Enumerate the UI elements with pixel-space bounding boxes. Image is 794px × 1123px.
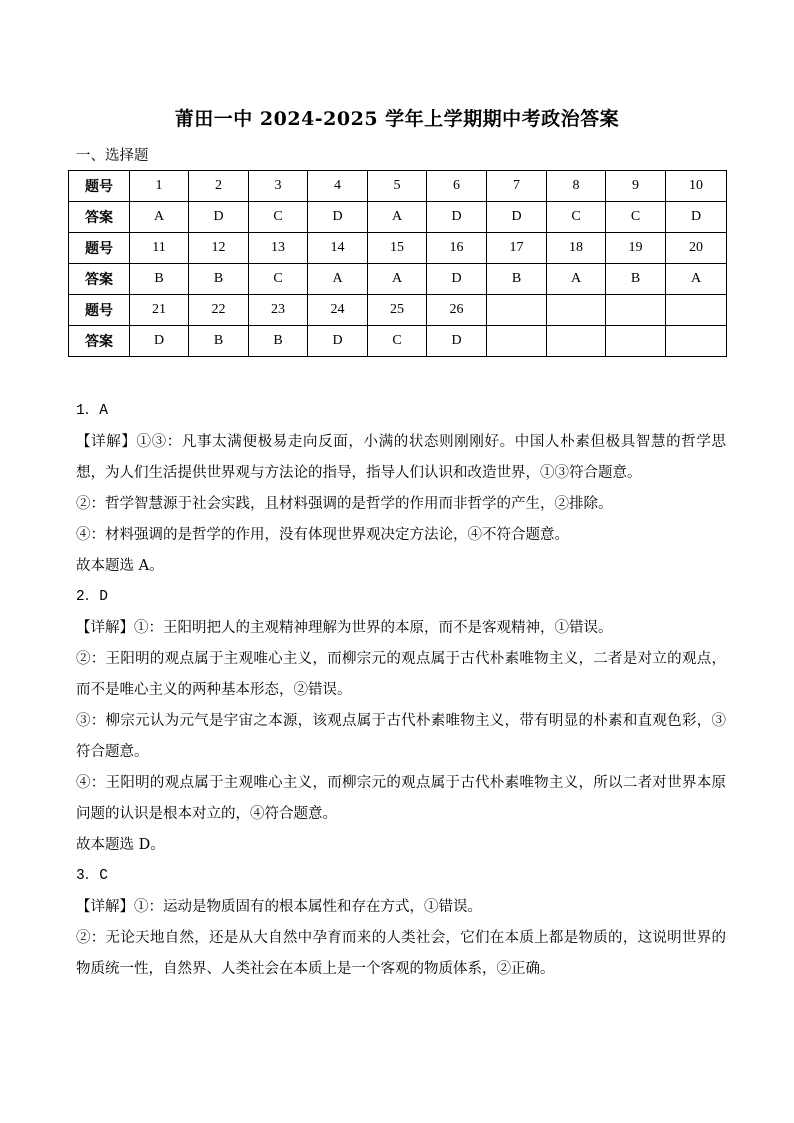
table-cell: 10 [666, 171, 727, 202]
table-cell: 17 [487, 233, 547, 264]
table-cell [487, 326, 547, 357]
table-cell: 20 [666, 233, 727, 264]
table-cell: D [427, 264, 487, 295]
answer-table [68, 170, 727, 357]
row-label: 题号 [69, 233, 130, 264]
table-cell: 21 [130, 295, 189, 326]
table-cell: D [308, 202, 368, 233]
table-cell: 8 [547, 171, 606, 202]
table-cell: 19 [606, 233, 666, 264]
table-row [69, 171, 727, 202]
table-cell: 18 [547, 233, 606, 264]
table-cell [606, 295, 666, 326]
table-cell: B [606, 264, 666, 295]
table-cell: B [189, 264, 249, 295]
table-cell: D [427, 326, 487, 357]
question-heading: 1．A [76, 403, 108, 419]
explanation-paragraph: ②：王阳明的观点属于主观唯心主义，而柳宗元的观点属于古代朴素唯物主义，二者是对立的观点，而不是唯心主义的两种基本形态，②错误。 [76, 651, 726, 698]
row-label: 题号 [69, 171, 130, 202]
table-cell: C [606, 202, 666, 233]
table-cell: D [487, 202, 547, 233]
table-row [69, 264, 727, 295]
explanation-paragraph: 【详解】①③：凡事太满便极易走向反面，小满的状态则刚刚好。中国人朴素但极具智慧的哲学思想，为人们生活提供世界观与方法论的指导，指导人们认识和改造世界，①③符合题意。 [76, 434, 726, 481]
explanation-paragraph: 【详解】①：王阳明把人的主观精神理解为世界的本原，而不是客观精神，①错误。 [76, 620, 613, 636]
table-cell: 2 [189, 171, 249, 202]
table-cell: A [547, 264, 606, 295]
table-cell [666, 295, 727, 326]
table-row [69, 202, 727, 233]
table-cell: D [308, 326, 368, 357]
table-cell: 7 [487, 171, 547, 202]
table-cell [666, 326, 727, 357]
table-cell: C [249, 264, 308, 295]
row-label: 答案 [69, 202, 130, 233]
table-cell: A [130, 202, 189, 233]
table-cell: B [189, 326, 249, 357]
table-cell: 25 [368, 295, 427, 326]
table-cell: 13 [249, 233, 308, 264]
table-cell: A [666, 264, 727, 295]
explanation-paragraph: 【详解】①：运动是物质固有的根本属性和存在方式，①错误。 [76, 899, 482, 915]
table-cell: C [368, 326, 427, 357]
table-cell: 23 [249, 295, 308, 326]
document-title: 莆田一中 2024-2025 学年上学期期中考政治答案 [174, 108, 620, 130]
table-row [69, 326, 727, 357]
table-cell: A [368, 202, 427, 233]
table-cell [606, 326, 666, 357]
row-label: 答案 [69, 326, 130, 357]
explanation-paragraph: ④：材料强调的是哲学的作用，没有体现世界观决定方法论，④不符合题意。 [76, 527, 569, 543]
table-cell: 3 [249, 171, 308, 202]
table-cell: 6 [427, 171, 487, 202]
table-cell: D [427, 202, 487, 233]
table-row [69, 295, 727, 326]
table-cell: 4 [308, 171, 368, 202]
table-cell: B [249, 326, 308, 357]
question-heading: 2．D [76, 589, 108, 605]
question-heading: 3．C [76, 868, 108, 884]
table-cell: 12 [189, 233, 249, 264]
table-cell: 26 [427, 295, 487, 326]
table-cell: B [130, 264, 189, 295]
row-label: 答案 [69, 264, 130, 295]
table-cell [547, 326, 606, 357]
table-cell: A [368, 264, 427, 295]
explanation-paragraph: 故本题选 D。 [76, 837, 165, 853]
table-cell: C [249, 202, 308, 233]
explanation-paragraph: 故本题选 A。 [76, 558, 164, 574]
table-row [69, 233, 727, 264]
table-cell: 11 [130, 233, 189, 264]
row-label: 题号 [69, 295, 130, 326]
table-cell: D [666, 202, 727, 233]
answer-table-body [69, 171, 727, 357]
table-cell: 14 [308, 233, 368, 264]
table-cell: A [308, 264, 368, 295]
table-cell: 16 [427, 233, 487, 264]
table-cell: 22 [189, 295, 249, 326]
table-cell: B [487, 264, 547, 295]
explanation-paragraph: ④：王阳明的观点属于主观唯心主义，而柳宗元的观点属于古代朴素唯物主义，所以二者对世界本原问题的认识是根本对立的，④符合题意。 [76, 775, 726, 822]
explanations [76, 396, 726, 985]
table-cell: 9 [606, 171, 666, 202]
table-cell: 15 [368, 233, 427, 264]
explanation-paragraph: ②：哲学智慧源于社会实践，且材料强调的是哲学的作用而非哲学的产生，②排除。 [76, 496, 613, 512]
table-cell: D [130, 326, 189, 357]
table-cell: D [189, 202, 249, 233]
table-cell [487, 295, 547, 326]
table-cell: C [547, 202, 606, 233]
explanation-paragraph: ③：柳宗元认为元气是宇宙之本源，该观点属于古代朴素唯物主义，带有明显的朴素和直观色彩，③符合题意。 [76, 713, 726, 760]
table-cell: 24 [308, 295, 368, 326]
section-label: 一、选择题 [76, 148, 149, 164]
table-cell [547, 295, 606, 326]
table-cell: 1 [130, 171, 189, 202]
explanation-paragraph: ②：无论天地自然，还是从大自然中孕育而来的人类社会，它们在本质上都是物质的，这说明世界的物质统一性，自然界、人类社会在本质上是一个客观的物质体系，②正确。 [76, 930, 726, 977]
table-cell: 5 [368, 171, 427, 202]
